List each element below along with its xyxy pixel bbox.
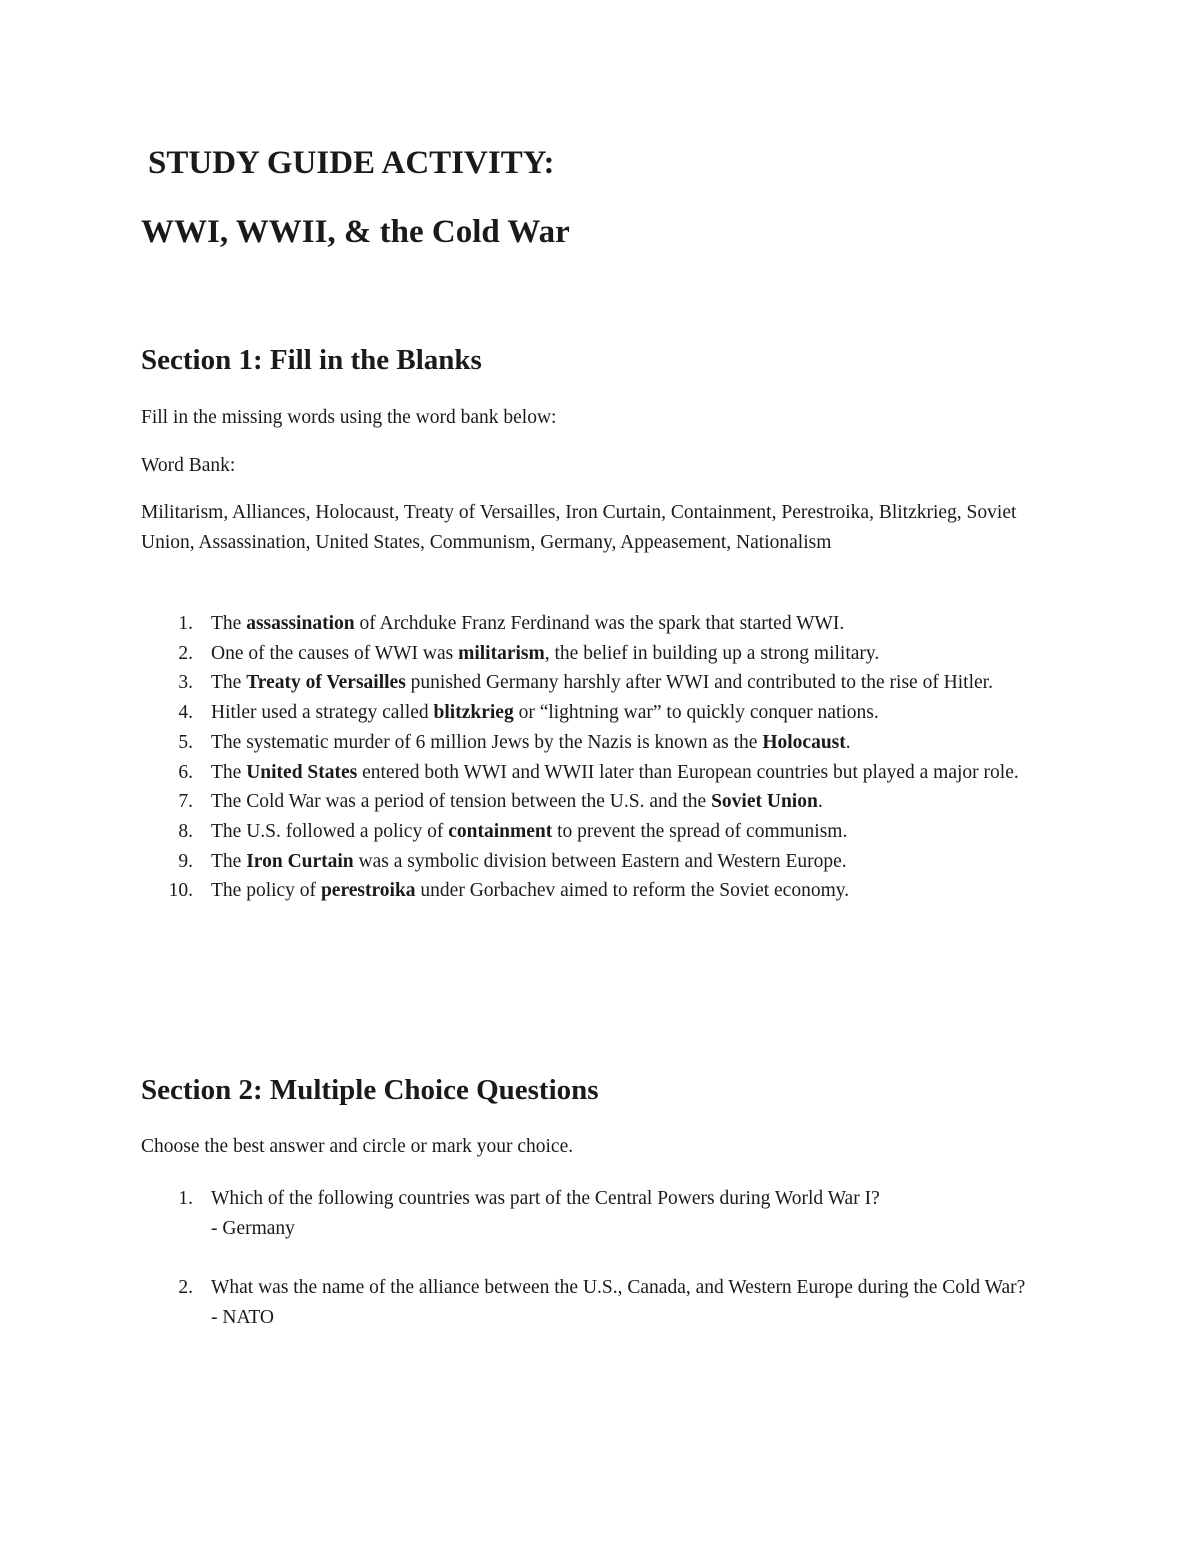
- question-text: What was the name of the alliance between the U.S., Canada, and Western Europe during the Cold War?: [211, 1277, 1026, 1299]
- list-item: [141, 817, 1061, 847]
- section2-heading: Section 2: Multiple Choice Questions: [141, 1074, 599, 1106]
- list-item: [141, 758, 1061, 788]
- item-number: 8.: [178, 820, 193, 842]
- item-text-before: Hitler used a strategy called: [211, 702, 434, 724]
- multiple-choice-list: [141, 1184, 1061, 1362]
- item-text-before: The: [211, 850, 247, 872]
- item-number: 9.: [178, 850, 193, 872]
- item-text-after: .: [817, 791, 823, 813]
- item-text-before: The Cold War was a period of tension between the U.S. and the: [211, 791, 712, 813]
- list-item: [141, 847, 1061, 877]
- item-number: 1.: [178, 613, 193, 634]
- item-answer: militarism: [458, 642, 545, 664]
- list-item: [141, 1184, 1061, 1243]
- item-answer: containment: [448, 820, 553, 842]
- list-item: [141, 876, 1061, 906]
- word-bank-label: Word Bank:: [141, 455, 236, 476]
- item-text-before: One of the causes of WWI was: [211, 642, 459, 664]
- question-answer: - Germany: [211, 1217, 295, 1239]
- item-text-after: , the belief in building up a strong military.: [544, 642, 880, 664]
- list-item: [141, 609, 1061, 639]
- list-item: [141, 1273, 1061, 1332]
- item-answer: Treaty of Versailles: [246, 672, 406, 694]
- fill-in-blanks-list: [141, 609, 1061, 906]
- question-number: 1.: [178, 1188, 193, 1209]
- list-item: [141, 698, 1061, 728]
- word-bank-list: Militarism, Alliances, Holocaust, Treaty of Versailles, Iron Curtain, Containment, Perestroika, Blitzkrieg, Soviet Union, Assassination, United States, Communism, Germany, Appeasement, Nationalism: [141, 502, 1017, 553]
- item-text-before: The: [211, 761, 247, 783]
- section1-instructions: Fill in the missing words using the word bank below:: [141, 407, 557, 428]
- item-text-after: of Archduke Franz Ferdinand was the spark that started WWI.: [354, 613, 845, 634]
- item-answer: United States: [246, 761, 358, 783]
- list-item: [141, 787, 1061, 817]
- item-number: 10.: [168, 880, 193, 902]
- item-text-after: to prevent the spread of communism.: [552, 820, 848, 842]
- section1-heading: Section 1: Fill in the Blanks: [141, 344, 482, 376]
- item-text-after: punished Germany harshly after WWI and contributed to the rise of Hitler.: [405, 672, 993, 694]
- item-number: 7.: [178, 791, 193, 813]
- item-text-before: The: [211, 672, 247, 694]
- item-number: 6.: [178, 761, 193, 783]
- list-item: [141, 639, 1061, 669]
- item-number: 3.: [178, 672, 193, 694]
- item-number: 4.: [178, 702, 193, 724]
- list-item: [141, 668, 1061, 698]
- item-text-after: under Gorbachev aimed to reform the Soviet economy.: [415, 880, 850, 902]
- list-item: [141, 728, 1061, 758]
- item-number: 5.: [178, 731, 193, 753]
- item-text-before: The policy of: [211, 880, 321, 902]
- item-answer: Iron Curtain: [246, 850, 354, 872]
- section2-instructions: Choose the best answer and circle or mark your choice.: [141, 1136, 574, 1157]
- item-answer: blitzkrieg: [433, 702, 514, 724]
- item-text-after: or “lightning war” to quickly conquer nations.: [513, 702, 879, 724]
- item-text-before: The: [211, 613, 247, 634]
- question-text: Which of the following countries was part of the Central Powers during World War I?: [211, 1188, 880, 1209]
- item-answer: assassination: [246, 613, 355, 634]
- item-answer: Holocaust: [762, 731, 846, 753]
- item-text-after: was a symbolic division between Eastern and Western Europe.: [353, 850, 847, 872]
- document-title: STUDY GUIDE ACTIVITY:: [148, 145, 555, 181]
- item-answer: perestroika: [320, 880, 416, 902]
- item-number: 2.: [178, 642, 193, 664]
- item-answer: Soviet Union: [711, 791, 818, 813]
- document-subtitle: WWI, WWII, & the Cold War: [141, 214, 570, 250]
- item-text-before: The systematic murder of 6 million Jews by the Nazis is known as the: [211, 731, 763, 753]
- item-text-before: The U.S. followed a policy of: [211, 820, 449, 842]
- item-text-after: .: [845, 731, 851, 753]
- question-answer: - NATO: [211, 1306, 275, 1328]
- item-text-after: entered both WWI and WWII later than European countries but played a major role.: [357, 761, 1019, 783]
- question-number: 2.: [178, 1277, 193, 1299]
